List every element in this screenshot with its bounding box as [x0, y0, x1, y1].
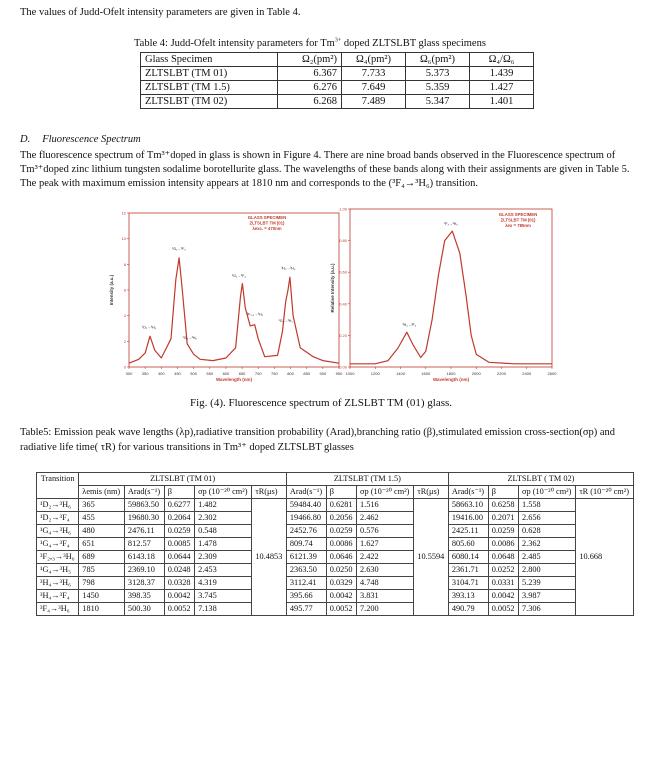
table5-cell: 1450 — [79, 590, 125, 603]
x-tick-label: 1600 — [421, 371, 431, 376]
table5-header: τR(μs) — [414, 486, 449, 499]
x-tick-label: 400 — [157, 371, 165, 376]
table4 — [140, 52, 534, 109]
table5-cell: 490.79 — [448, 603, 488, 616]
x-tick-label: 550 — [206, 371, 214, 376]
table5-cell: 2.485 — [519, 551, 576, 564]
table5-cell: 1.627 — [357, 538, 414, 551]
table5-cell: 2.800 — [519, 564, 576, 577]
table4-cell: 7.489 — [342, 95, 406, 109]
table5-cell: 0.2056 — [326, 512, 356, 525]
table5-cell: 0.0259 — [488, 525, 518, 538]
table4-cell: 7.733 — [342, 67, 406, 81]
table5-cell: 0.0085 — [164, 538, 194, 551]
x-tick-label: 2600 — [547, 371, 557, 376]
table5-cell: 2476.11 — [124, 525, 164, 538]
x-tick-label: 2400 — [522, 371, 532, 376]
x-tick-label: 800 — [287, 371, 294, 376]
peak-label: ¹G₄→³H₆ — [182, 335, 197, 340]
legend-text: GLASS SPECIMEN — [247, 215, 287, 220]
table5-cell: 480 — [79, 525, 125, 538]
x-tick-label: 650 — [238, 371, 246, 376]
table5-header: σp (10⁻²⁰ cm²) — [195, 486, 252, 499]
table5-header: ZLTSLBT (TM 01) — [79, 473, 287, 486]
x-tick-label: 1000 — [345, 371, 355, 376]
table5-cell: 6143.18 — [124, 551, 164, 564]
table-row — [37, 525, 634, 538]
table5-cell: 0.0646 — [326, 551, 356, 564]
y-tick-label: 10 — [121, 236, 126, 242]
legend-text: λexc. = 470nm — [252, 226, 282, 231]
table4-cell: 1.401 — [470, 95, 534, 109]
table5-cell: 0.0644 — [164, 551, 194, 564]
table5-header: ZLTSLBT ( TM 02) — [448, 473, 633, 486]
tau-cell: 10.5594 — [414, 499, 449, 616]
table5-cell: 651 — [79, 538, 125, 551]
table5-header: Arad(s⁻¹) — [448, 486, 488, 499]
table4-cell: 6.268 — [278, 95, 342, 109]
x-tick-label: 950 — [335, 371, 343, 376]
peak-label: ³H₄→³F₄ — [402, 322, 417, 327]
table5-header: Arad(s⁻¹) — [124, 486, 164, 499]
table5-cell: 19416.00 — [448, 512, 488, 525]
table5-cell: 2.453 — [195, 564, 252, 577]
table5-cell: 0.0329 — [326, 577, 356, 590]
y-axis-label: Relative Intensity (a.u.) — [330, 263, 335, 313]
table5-cell: 3.987 — [519, 590, 576, 603]
peak-label: ³F₄→³H₆ — [444, 221, 458, 226]
table5-cell: 0.2064 — [164, 512, 194, 525]
table5-cell: 6121.39 — [286, 551, 326, 564]
table5-cell: 0.0259 — [326, 525, 356, 538]
table5-cell: 58663.10 — [448, 499, 488, 512]
table5-cell: 0.0052 — [164, 603, 194, 616]
table5-cell: 1810 — [79, 603, 125, 616]
table5-cell: 0.548 — [195, 525, 252, 538]
table4-cell: ZLTSLBT (TM 02) — [141, 95, 278, 109]
table5-header: ZLTSLBT (TM 1.5) — [286, 473, 448, 486]
peak-label: ¹G₄→³F₄ — [231, 274, 246, 279]
legend-text: GLASS SPECIMEN — [498, 212, 538, 217]
chart-excitation-785 — [328, 207, 560, 389]
table5-cell: 19466.80 — [286, 512, 326, 525]
table5-cell: 4.319 — [195, 577, 252, 590]
table4-cell: 1.427 — [470, 81, 534, 95]
table5-cell: 0.0248 — [164, 564, 194, 577]
table4-header-row — [141, 53, 534, 67]
table5-cell: 0.0042 — [488, 590, 518, 603]
table5-cell: 0.0331 — [488, 577, 518, 590]
peak-label: ¹D₂→³F₄ — [172, 247, 186, 252]
table5-cell: 0.576 — [357, 525, 414, 538]
table5-cell: 4.748 — [357, 577, 414, 590]
x-tick-label: 1400 — [396, 371, 405, 376]
table5-cell: 59863.50 — [124, 499, 164, 512]
table4-cell: 5.347 — [406, 95, 470, 109]
table5-cell: 2.462 — [357, 512, 414, 525]
table4-cell: 6.276 — [278, 81, 342, 95]
y-tick-label: 1.00 — [339, 206, 347, 212]
table5-cell: 1.516 — [357, 499, 414, 512]
x-tick-label: 2000 — [471, 371, 481, 376]
table-row — [37, 499, 634, 512]
table4-header: Ω₄/Ω₆ — [470, 53, 534, 67]
x-tick-label: 1800 — [446, 371, 456, 376]
x-tick-label: 500 — [190, 371, 197, 376]
table5-cell: 3.831 — [357, 590, 414, 603]
table5-cell: 0.0086 — [326, 538, 356, 551]
table5-cell: 7.200 — [357, 603, 414, 616]
table5-cell: 0.0086 — [488, 538, 518, 551]
y-tick-label: 0.60 — [339, 269, 347, 275]
legend-text: ZLTSLBT TM (01) — [500, 217, 536, 223]
table5-cell: 500.30 — [124, 603, 164, 616]
table5-cell: 0.0052 — [326, 603, 356, 616]
x-tick-label: 900 — [319, 371, 327, 376]
table4-header: Glass Specimen — [141, 53, 278, 67]
table4-cell: 7.649 — [342, 81, 406, 95]
x-tick-label: 750 — [271, 371, 278, 376]
table5-cell: 2361.71 — [448, 564, 488, 577]
table5-cell: 0.0328 — [164, 577, 194, 590]
table5-cell: 798 — [79, 577, 125, 590]
transition-cell: ¹G₄→³H₅ — [37, 564, 79, 577]
y-tick-label: 0.20 — [339, 332, 347, 338]
table4-row — [141, 95, 534, 109]
table5-cell: 0.628 — [519, 525, 576, 538]
table5-cell: 785 — [79, 564, 125, 577]
table5-cell: 393.13 — [448, 590, 488, 603]
table5-cell: 0.0648 — [488, 551, 518, 564]
table5-group-header — [37, 473, 634, 486]
y-tick-label: 4 — [123, 313, 126, 319]
table4-cell: ZLTSLBT (TM 01) — [141, 67, 278, 81]
y-tick-label: 0 — [123, 364, 126, 370]
x-tick-label: 1200 — [370, 371, 380, 376]
table5-cell: 2452.76 — [286, 525, 326, 538]
x-tick-label: 300 — [125, 371, 133, 376]
table5-cell: 805.60 — [448, 538, 488, 551]
y-tick-label: 8 — [123, 261, 126, 267]
table-row — [37, 551, 634, 564]
y-tick-label: 2 — [123, 338, 126, 344]
table4-cell: 5.359 — [406, 81, 470, 95]
table5-cell: 1.558 — [519, 499, 576, 512]
table5-cell: 19680.30 — [124, 512, 164, 525]
peak-label: ³F₂,₃→³H₆ — [246, 312, 264, 317]
table-row — [37, 564, 634, 577]
table5-cell: 0.0259 — [164, 525, 194, 538]
tau-cell: 10.668 — [576, 499, 634, 616]
transition-cell: ¹G₄→³F₄ — [37, 538, 79, 551]
table-row — [37, 590, 634, 603]
x-tick-label: 350 — [141, 371, 149, 376]
table5-header: β — [488, 486, 518, 499]
table5-cell: 7.306 — [519, 603, 576, 616]
table-row — [37, 512, 634, 525]
plot-frame — [129, 213, 339, 367]
transition-cell: ³H₄→³H₆ — [37, 577, 79, 590]
table5-cell: 0.0042 — [164, 590, 194, 603]
table5-cell: 3112.41 — [286, 577, 326, 590]
body-paragraph: The fluorescence spectrum of Tm³⁺doped in glass is shown in Figure 4. There are nine broad bands observed in the Fluorescence spectrum of Tm³⁺doped zinc lithium tungsten sodalime borotellurite glass. The wavelengths of these bands along with their assignments are given in Table 5. The peak with maximum emission intensity appears at 1810 nm and corresponds to the (³F₄→³H₆) transition. — [20, 150, 630, 189]
table5-header: τR (10⁻²⁰ cm²) — [576, 486, 634, 499]
table5-cell: 812.57 — [124, 538, 164, 551]
table5-column-header — [37, 486, 634, 499]
table5-header: σp (10⁻²⁰ cm²) — [519, 486, 576, 499]
transition-cell: ¹D₂→³F₄ — [37, 512, 79, 525]
tau-cell: 10.4853 — [252, 499, 287, 616]
x-tick-label: 850 — [303, 371, 311, 376]
table5-cell: 2.422 — [357, 551, 414, 564]
table-row — [37, 577, 634, 590]
table5-cell: 365 — [79, 499, 125, 512]
table5-cell: 2425.11 — [448, 525, 488, 538]
legend-text: λex = 785nm — [505, 223, 531, 228]
table5-cell: 59484.40 — [286, 499, 326, 512]
table5-header: Arad(s⁻¹) — [286, 486, 326, 499]
table5-cell: 1.482 — [195, 499, 252, 512]
table5-header: λemis (nm) — [79, 486, 125, 499]
table5-cell: 6080.14 — [448, 551, 488, 564]
table5-cell: 2.362 — [519, 538, 576, 551]
table5-cell: 0.6277 — [164, 499, 194, 512]
y-tick-label: 0.80 — [339, 238, 347, 244]
table5-cell: 0.0052 — [488, 603, 518, 616]
table5-cell: 3.745 — [195, 590, 252, 603]
transition-cell: ³F₄→³H₆ — [37, 603, 79, 616]
table4-header: Ω₄(pm²) — [342, 53, 406, 67]
table4-header: Ω₆(pm²) — [406, 53, 470, 67]
x-tick-label: 600 — [222, 371, 230, 376]
peak-label: ³H₄→³H₆ — [281, 266, 296, 271]
table5-header: τR(μs) — [252, 486, 287, 499]
table5-cell: 2.302 — [195, 512, 252, 525]
figure-caption: Fig. (4). Fluorescence spectrum of ZLSLBT TM (01) glass. — [190, 397, 453, 409]
table5-cell: 689 — [79, 551, 125, 564]
table5-header: Transition — [37, 473, 79, 499]
section-heading: D. Fluorescence Spectrum — [20, 134, 141, 145]
y-tick-label: 12 — [121, 210, 126, 216]
table5-caption: Table5: Emission peak wave lengths (λp),radiative transition probability (Arad),branching ratio (β),stimulated emission cross-section(σp) and radiative life time( τR) for various transitions in Tm³⁺ doped ZLTSLBT glasses — [20, 427, 616, 453]
transition-cell: ³F₂,₃→³H₆ — [37, 551, 79, 564]
table4-row — [141, 81, 534, 95]
x-tick-label: 2200 — [497, 371, 506, 376]
table5-cell: 0.6281 — [326, 499, 356, 512]
table4-cell: 5.373 — [406, 67, 470, 81]
table4-caption: Table 4: Judd-Ofelt intensity parameters for $Tm^{3+}$ doped ZLTSLBT glass specimens — [134, 37, 486, 49]
table5-cell: 3128.37 — [124, 577, 164, 590]
y-tick-label: 0.40 — [339, 301, 347, 307]
transition-cell: ¹D₂→³H₆ — [37, 499, 79, 512]
table4-cell: ZLTSLBT (TM 1.5) — [141, 81, 278, 95]
x-axis-label: Wavelength (nm) — [432, 377, 470, 382]
table5 — [36, 472, 634, 616]
table-row — [37, 603, 634, 616]
table5-cell: 0.0250 — [326, 564, 356, 577]
table4-header: Ω₂(pm²) — [278, 53, 342, 67]
y-axis-label: Intensity (a.u.) — [109, 274, 114, 306]
table4-row — [141, 67, 534, 81]
chart-excitation-470 — [109, 207, 345, 389]
table4-cell: 6.367 — [278, 67, 342, 81]
intro-text: The values of Judd-Ofelt intensity parameters are given in Table 4. — [20, 7, 301, 18]
table5-cell: 2369.10 — [124, 564, 164, 577]
spectrum-line — [350, 231, 552, 364]
table5-cell: 2.309 — [195, 551, 252, 564]
table5-cell: 0.6258 — [488, 499, 518, 512]
table5-cell: 398.35 — [124, 590, 164, 603]
legend-text: ZLTSLBT TM (01) — [249, 220, 285, 226]
y-tick-label: 6 — [123, 287, 126, 293]
table5-cell: 2.656 — [519, 512, 576, 525]
table5-cell: 5.239 — [519, 577, 576, 590]
table5-cell: 3104.71 — [448, 577, 488, 590]
transition-cell: ¹G₄→³H₆ — [37, 525, 79, 538]
y-tick-label: 0.00 — [339, 364, 347, 370]
x-axis-label: Wavelength (nm) — [215, 377, 253, 382]
table5-cell: 809.74 — [286, 538, 326, 551]
table-row — [37, 538, 634, 551]
peak-label: ¹G₄→³H₅ — [278, 319, 293, 324]
table5-cell: 495.77 — [286, 603, 326, 616]
table5-header: σp (10⁻²⁰ cm²) — [357, 486, 414, 499]
peak-label: ¹D₂→³H₆ — [142, 325, 157, 330]
table4-cell: 1.439 — [470, 67, 534, 81]
table5-cell: 1.478 — [195, 538, 252, 551]
table5-cell: 0.0252 — [488, 564, 518, 577]
table5-cell: 2363.50 — [286, 564, 326, 577]
table5-cell: 395.66 — [286, 590, 326, 603]
transition-cell: ³H₄→³F₄ — [37, 590, 79, 603]
table5-header: β — [326, 486, 356, 499]
table5-cell: 455 — [79, 512, 125, 525]
table5-cell: 7.138 — [195, 603, 252, 616]
table5-cell: 0.0042 — [326, 590, 356, 603]
table5-cell: 2.630 — [357, 564, 414, 577]
x-tick-label: 700 — [254, 371, 262, 376]
table5-cell: 0.2071 — [488, 512, 518, 525]
x-tick-label: 450 — [174, 371, 181, 376]
table5-header: β — [164, 486, 194, 499]
